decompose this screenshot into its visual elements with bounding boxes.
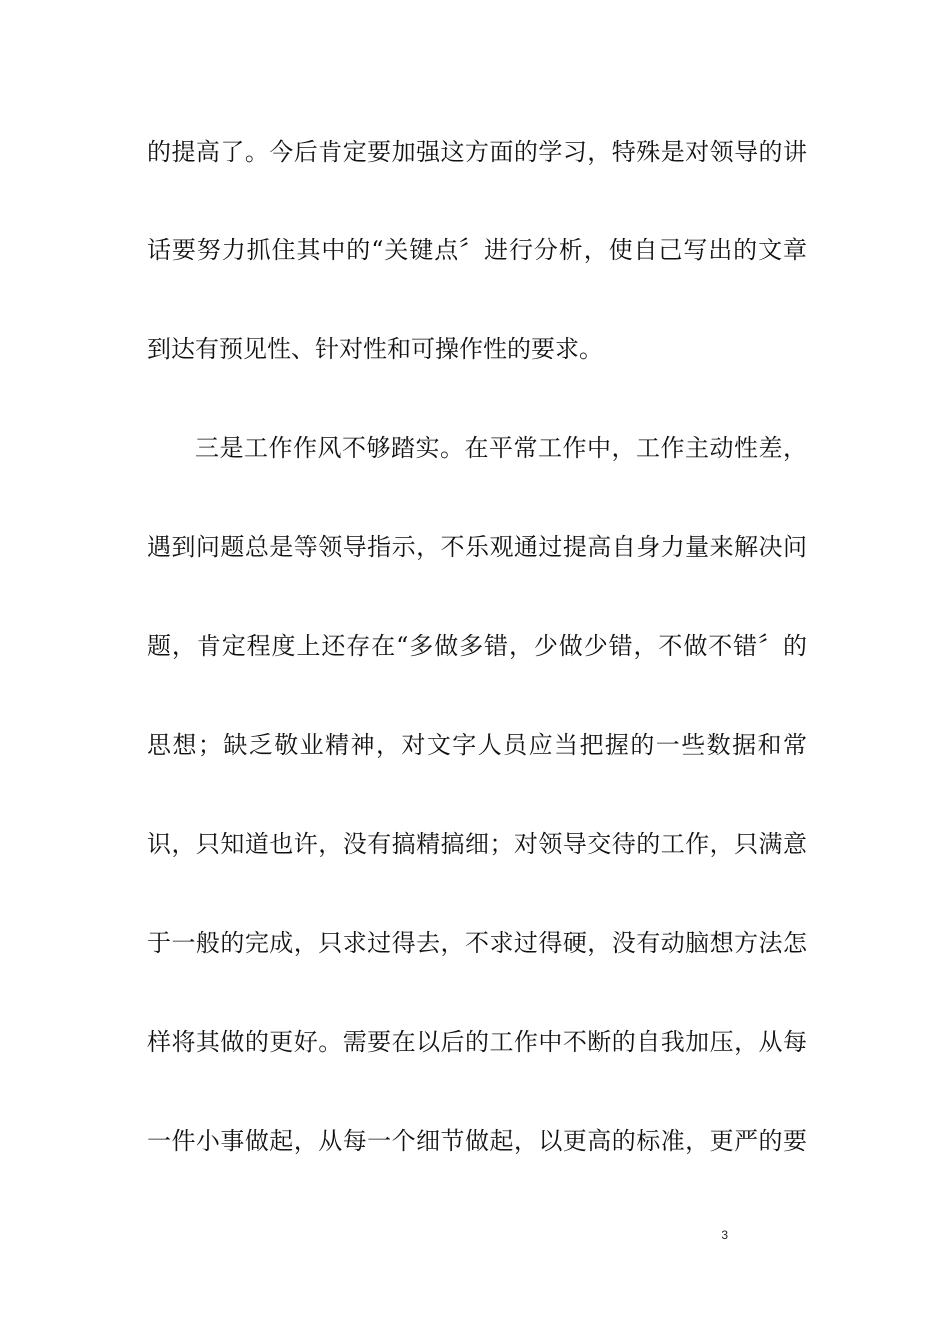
paragraph-line: 一件小事做起，从每一个细节做起，以更高的标准，更严的要 bbox=[147, 1127, 807, 1155]
page-number: 3 bbox=[721, 1228, 728, 1242]
paragraph-line: 的提高了。今后肯定要加强这方面的学习，特殊是对领导的讲 bbox=[147, 138, 807, 166]
paragraph-line: 思想；缺乏敬业精神，对文字人员应当把握的一些数据和常 bbox=[147, 731, 807, 759]
paragraph-line: 样将其做的更好。需要在以后的工作中不断的自我加压，从每 bbox=[147, 1028, 807, 1056]
paragraph-line: 到达有预见性、针对性和可操作性的要求。 bbox=[147, 335, 603, 363]
paragraph-line: 识，只知道也许，没有搞精搞细；对领导交待的工作，只满意 bbox=[147, 830, 807, 858]
paragraph-line: 三是工作作风不够踏实。在平常工作中，工作主动性差， bbox=[195, 434, 807, 462]
paragraph-line: 于一般的完成，只求过得去，不求过得硬，没有动脑想方法怎 bbox=[147, 929, 807, 957]
paragraph-line: 题，肯定程度上还存在“多做多错，少做少错，不做不错〞的 bbox=[147, 632, 807, 660]
paragraph-line: 话要努力抓住其中的“关键点〞进行分析，使自己写出的文章 bbox=[147, 236, 807, 264]
paragraph-line: 遇到问题总是等领导指示，不乐观通过提高自身力量来解决问 bbox=[147, 533, 807, 561]
